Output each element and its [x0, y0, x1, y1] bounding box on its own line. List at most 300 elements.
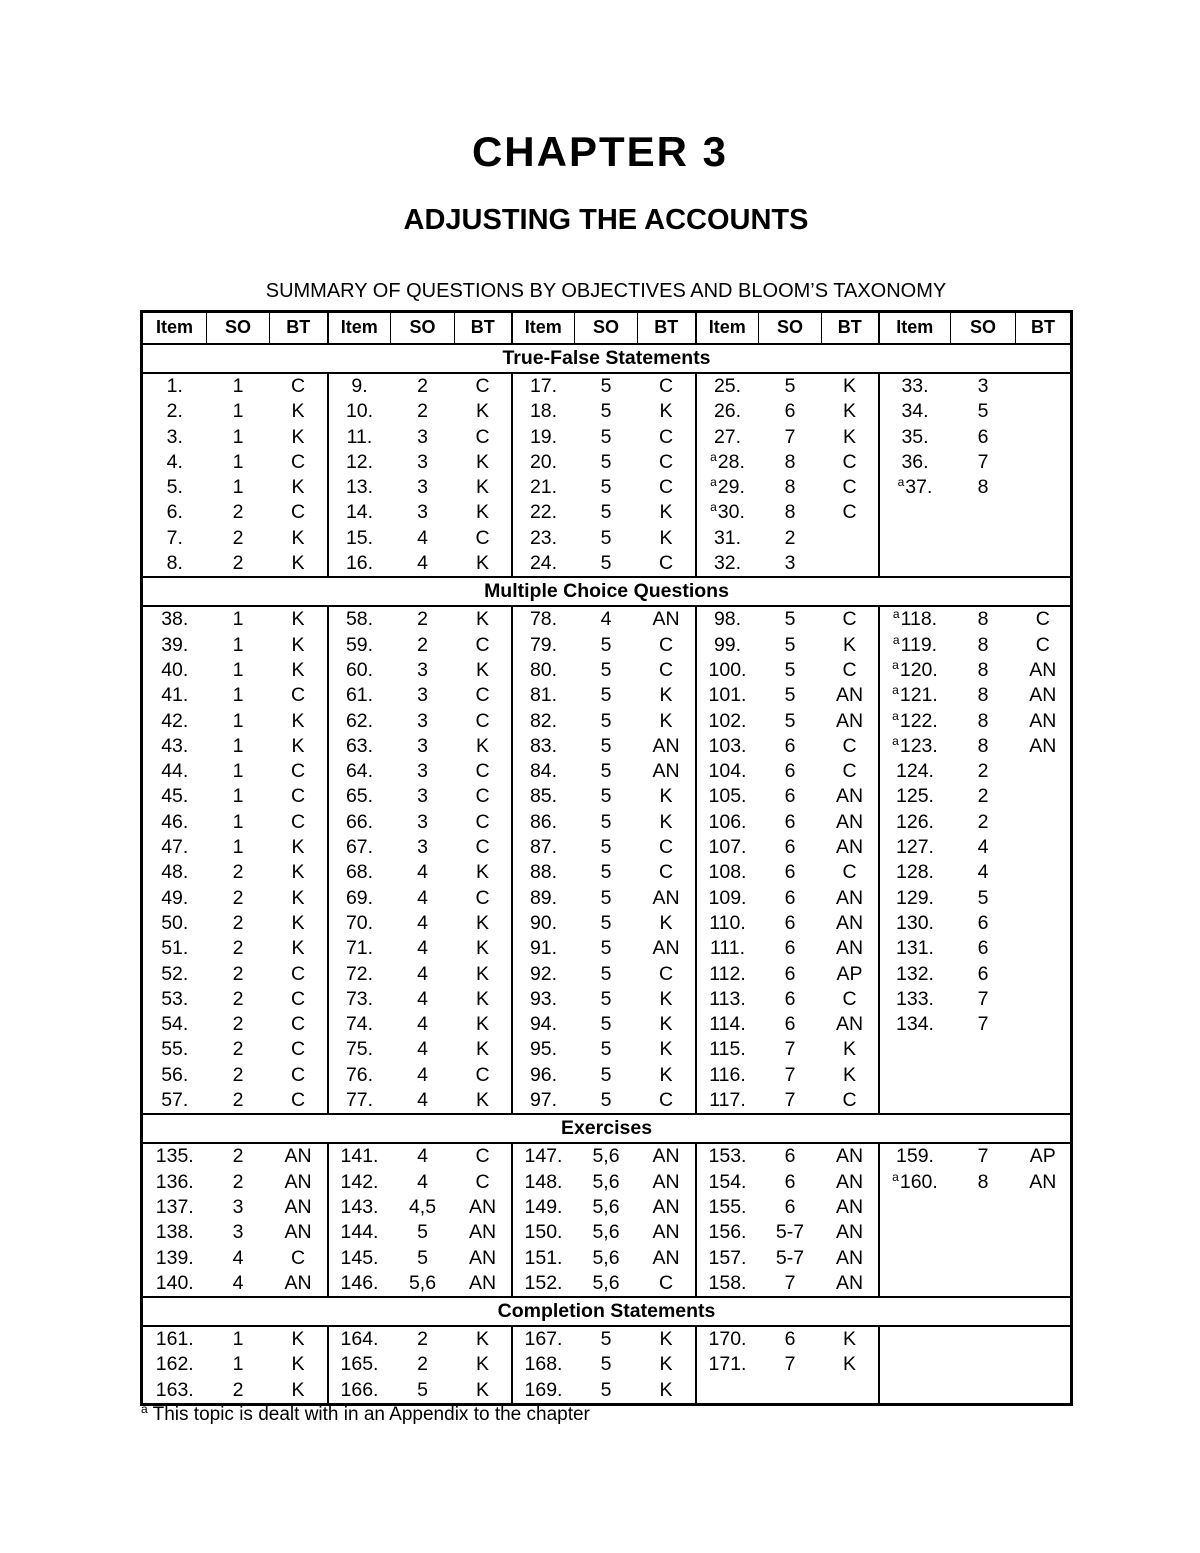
item-number: 100. [708, 658, 747, 681]
item-number: 110. [709, 911, 746, 934]
so-value: 7 [784, 425, 796, 448]
column-header-item: Item [328, 312, 391, 345]
bt-value: AN [822, 810, 879, 835]
item-number: 76. [345, 1063, 374, 1086]
bt-value [1016, 399, 1072, 424]
item-number: 126. [896, 810, 934, 833]
empty-cell [951, 551, 1016, 577]
bt-value: AN [455, 1271, 512, 1297]
item-number: 13. [345, 476, 374, 499]
so-value: 5 [600, 937, 612, 960]
so-value: 1 [232, 476, 244, 499]
so-value: 3 [232, 1195, 244, 1218]
table-row [142, 987, 1072, 1012]
bt-value [822, 551, 879, 577]
bt-value: K [822, 1352, 879, 1377]
bt-value: C [822, 450, 879, 475]
so-value: 3 [417, 836, 428, 859]
bt-value: K [270, 1378, 328, 1405]
bt-value: C [455, 810, 512, 835]
summary-heading: SUMMARY OF QUESTIONS BY OBJECTIVES AND BLOOM’S TAXONOMY [265, 280, 947, 302]
so-value: 4 [600, 608, 612, 631]
bt-value: C [270, 450, 328, 475]
bt-value: K [270, 860, 328, 885]
empty-cell [1016, 500, 1072, 525]
item-number [879, 633, 951, 658]
item-number: 8. [166, 552, 183, 575]
bt-value: AN [822, 835, 879, 860]
so-value: 8 [977, 633, 989, 656]
so-value: 1 [232, 734, 244, 757]
empty-cell [879, 1037, 951, 1062]
item-number: 33. [901, 375, 929, 397]
bt-value: C [455, 373, 512, 399]
so-value: 6 [784, 836, 796, 859]
bt-value [1016, 425, 1072, 450]
item-number: 85. [529, 785, 558, 808]
bt-value: C [455, 784, 512, 809]
bt-value: K [455, 1088, 512, 1114]
so-value: 4 [417, 1145, 428, 1168]
so-value: 3 [417, 501, 428, 524]
bt-value: K [638, 1037, 696, 1062]
item-number: 156. [708, 1221, 747, 1244]
table-row [142, 1088, 1072, 1114]
item-number: 107. [708, 836, 747, 859]
so-value: 3 [784, 552, 796, 575]
so-value: 4 [417, 1038, 428, 1061]
item-number: 68. [345, 861, 374, 884]
so-value: 5-7 [775, 1246, 805, 1269]
item-number: 166. [340, 1378, 379, 1401]
so-value: 5 [600, 785, 612, 808]
item-number: 10. [345, 400, 374, 423]
bt-value: K [270, 835, 328, 860]
item-number: 38. [161, 608, 189, 631]
bt-value [1016, 810, 1072, 835]
so-value: 2 [232, 987, 244, 1010]
item-number: 127. [896, 836, 934, 859]
so-value: 8 [977, 709, 989, 732]
bt-value: C [822, 475, 879, 500]
bt-value: AN [1029, 658, 1057, 681]
section-title: Completion Statements [142, 1297, 1072, 1326]
item-number-text: 123. [899, 734, 938, 757]
so-value: 6 [784, 785, 796, 808]
bt-value: C [638, 425, 696, 450]
item-number: 55. [161, 1038, 189, 1061]
bt-value: AN [822, 1170, 879, 1195]
bt-value: K [822, 633, 879, 658]
bt-value: K [638, 1326, 696, 1352]
so-value: 5 [600, 400, 612, 423]
table-row [142, 373, 1072, 399]
item-number-text: 119. [900, 633, 938, 656]
appendix-marker: a [710, 500, 717, 515]
bt-value: AN [638, 734, 696, 759]
bt-value: K [638, 526, 696, 551]
so-value: 5 [600, 1089, 612, 1112]
item-number: 4. [166, 450, 183, 473]
so-value: 1 [232, 1328, 244, 1351]
bt-value: AN [822, 1195, 879, 1220]
so-value: 7 [977, 987, 989, 1010]
bt-value: AP [1029, 1145, 1056, 1168]
so-value: 4 [417, 552, 428, 575]
so-value: 5 [600, 886, 612, 909]
so-value: 5 [784, 709, 796, 732]
bt-value: C [638, 450, 696, 475]
so-value: 1 [232, 450, 244, 473]
item-number: 66. [345, 810, 374, 833]
column-header-bt: BT [822, 312, 879, 345]
bt-value: K [455, 860, 512, 885]
item-number-text: 118. [900, 608, 938, 631]
item-number: 108. [708, 861, 747, 884]
bt-value: AN [455, 1220, 512, 1245]
appendix-marker: a [892, 708, 899, 723]
item-number: 26. [713, 400, 742, 423]
so-value: 6 [784, 886, 796, 909]
empty-cell [1016, 526, 1072, 551]
item-number: 124. [896, 760, 934, 783]
so-value: 5,6 [592, 1271, 620, 1294]
bt-value [1016, 373, 1072, 399]
table-row [142, 1271, 1072, 1297]
so-value: 2 [417, 400, 428, 423]
item-number: 138. [155, 1221, 194, 1244]
bt-value: C [1035, 633, 1050, 656]
item-number: 31. [713, 526, 742, 549]
so-value: 5 [600, 734, 612, 757]
item-number: 34. [901, 400, 929, 423]
bt-value: K [638, 1352, 696, 1377]
so-value: 4 [417, 1170, 428, 1193]
bt-value: C [455, 633, 512, 658]
table-row [142, 399, 1072, 424]
empty-cell [1016, 1352, 1072, 1377]
so-value: 2 [232, 526, 244, 549]
so-value: 4 [417, 962, 428, 985]
item-number: 59. [345, 633, 374, 656]
item-number: 47. [161, 836, 189, 859]
empty-cell [951, 1326, 1016, 1352]
item-number [879, 475, 951, 500]
item-number: 2. [166, 400, 183, 423]
item-number: 112. [709, 962, 746, 985]
so-value: 1 [232, 810, 244, 833]
empty-cell [759, 1378, 822, 1405]
so-value: 3 [417, 785, 428, 808]
so-value: 5-7 [775, 1221, 805, 1244]
so-value: 5 [784, 633, 796, 656]
table-row [142, 1352, 1072, 1377]
so-value: 8 [977, 658, 989, 681]
bt-value: C [1035, 608, 1050, 631]
so-value: 4 [232, 1246, 244, 1269]
section-row [142, 1297, 1072, 1326]
item-number-text: 30. [717, 501, 745, 524]
item-number: 153. [708, 1145, 747, 1168]
item-number: 40. [161, 658, 189, 681]
bt-value: AN [638, 759, 696, 784]
so-value: 5 [600, 911, 612, 934]
bt-value: C [638, 835, 696, 860]
item-number-text: 29. [717, 476, 745, 499]
bt-value: AN [1029, 1170, 1057, 1193]
item-number: 102. [708, 709, 747, 732]
empty-cell [879, 551, 951, 577]
bt-value: K [270, 936, 328, 961]
bt-value: AN [1029, 709, 1057, 732]
bt-value: AN [822, 936, 879, 961]
item-number: 129. [896, 886, 934, 909]
column-header-item: Item [879, 312, 951, 345]
bt-value: K [638, 1063, 696, 1088]
item-number: 92. [529, 962, 558, 985]
item-number: 18. [529, 400, 558, 423]
bt-value: C [822, 860, 879, 885]
bt-value: AN [822, 1246, 879, 1271]
bt-value: K [455, 911, 512, 936]
table-row [142, 475, 1072, 500]
item-number: 147. [524, 1145, 563, 1168]
bt-value: AN [270, 1143, 328, 1169]
empty-cell [879, 1246, 951, 1271]
bt-value: AN [638, 1220, 696, 1245]
taxonomy-table [140, 310, 1073, 1406]
item-number: 151. [524, 1246, 563, 1269]
empty-cell [879, 1088, 951, 1114]
item-number: 95. [529, 1038, 558, 1061]
bt-value: C [455, 835, 512, 860]
empty-cell [951, 1037, 1016, 1062]
item-number: 62. [345, 709, 374, 732]
bt-value: AN [638, 936, 696, 961]
item-number: 70. [345, 911, 374, 934]
section-row [142, 577, 1072, 606]
column-header-so: SO [391, 312, 455, 345]
appendix-marker: a [897, 475, 905, 490]
column-header-so: SO [207, 312, 270, 345]
so-value: 7 [784, 1271, 796, 1294]
item-number: 20. [529, 450, 558, 473]
item-number: 90. [529, 911, 558, 934]
item-number [696, 500, 759, 525]
item-number: 128. [896, 861, 934, 884]
bt-value: C [822, 734, 879, 759]
bt-value: K [455, 606, 512, 632]
so-value: 5,6 [592, 1195, 620, 1218]
item-number: 63. [345, 734, 374, 757]
bt-value: K [638, 399, 696, 424]
so-value: 5 [600, 987, 612, 1010]
so-value: 4 [417, 886, 428, 909]
empty-cell [879, 500, 951, 525]
bt-value: K [638, 987, 696, 1012]
bt-value: C [455, 425, 512, 450]
so-value: 6 [977, 911, 989, 934]
so-value: 4 [977, 836, 989, 859]
bt-value: C [638, 860, 696, 885]
bt-value: AN [822, 886, 879, 911]
table-row [142, 709, 1072, 734]
so-value: 5 [600, 836, 612, 859]
bt-value: C [455, 886, 512, 911]
so-value: 1 [232, 684, 244, 707]
bt-value: K [455, 1326, 512, 1352]
bt-value: K [270, 734, 328, 759]
bt-value: K [270, 886, 328, 911]
so-value: 5,6 [592, 1221, 620, 1244]
table-row [142, 633, 1072, 658]
empty-cell [879, 1063, 951, 1088]
item-number: 89. [529, 886, 558, 909]
so-value: 1 [232, 785, 244, 808]
so-value: 2 [232, 911, 244, 934]
item-number: 58. [345, 608, 374, 631]
item-number: 25. [713, 375, 742, 397]
item-number: 45. [161, 785, 189, 808]
so-value: 3 [977, 375, 989, 397]
appendix-marker: a [892, 632, 900, 647]
appendix-marker: a [892, 1169, 899, 1184]
item-number: 131. [896, 937, 934, 960]
bt-value [1016, 911, 1072, 936]
column-header-bt: BT [455, 312, 512, 345]
bt-value: C [638, 658, 696, 683]
item-number: 113. [709, 987, 746, 1010]
table-row [142, 962, 1072, 987]
item-number [879, 606, 951, 632]
chapter-subtitle: ADJUSTING THE ACCOUNTS [403, 204, 809, 236]
so-value: 5 [600, 476, 612, 499]
column-header-item: Item [142, 312, 207, 345]
bt-value: K [270, 709, 328, 734]
so-value: 2 [232, 1170, 244, 1193]
item-number: 168. [524, 1353, 563, 1376]
bt-value: K [270, 633, 328, 658]
so-value: 6 [784, 1013, 796, 1036]
bt-value: K [638, 709, 696, 734]
bt-value: C [455, 1143, 512, 1169]
table-header [142, 312, 1072, 345]
bt-value: K [822, 1326, 879, 1352]
item-number: 159. [896, 1145, 934, 1168]
item-number [879, 1170, 951, 1195]
bt-value: K [270, 551, 328, 577]
empty-cell [879, 1326, 951, 1352]
item-number: 158. [708, 1271, 747, 1294]
item-number: 51. [161, 937, 189, 960]
so-value: 2 [232, 1038, 244, 1061]
bt-value: C [638, 475, 696, 500]
so-value: 5 [600, 1038, 612, 1061]
item-number: 7. [166, 526, 183, 549]
table-body [142, 344, 1072, 1404]
so-value: 3 [417, 810, 428, 833]
item-number: 15. [345, 526, 374, 549]
empty-cell [822, 1378, 879, 1405]
column-header-so: SO [575, 312, 638, 345]
header-row [142, 312, 1072, 345]
item-number: 139. [155, 1246, 194, 1269]
so-value: 5 [600, 1013, 612, 1036]
item-number: 133. [896, 987, 934, 1010]
appendix-marker: a [892, 683, 899, 698]
column-header-item: Item [512, 312, 575, 345]
bt-value: AN [638, 606, 696, 632]
bt-value: AN [822, 1271, 879, 1297]
item-number-text: 28. [717, 450, 745, 473]
chapter-title: CHAPTER 3 [471, 128, 729, 175]
item-number: 36. [901, 450, 929, 473]
so-value: 2 [232, 937, 244, 960]
so-value: 3 [417, 760, 428, 783]
bt-value: K [822, 373, 879, 399]
so-value: 2 [232, 1089, 244, 1112]
so-value: 1 [232, 836, 244, 859]
so-value: 1 [232, 400, 244, 423]
item-number: 144. [340, 1221, 379, 1244]
so-value: 8 [977, 684, 989, 707]
item-number: 35. [901, 425, 929, 448]
item-number: 101. [708, 684, 747, 707]
item-number: 163. [155, 1378, 194, 1401]
appendix-marker: a [892, 657, 899, 672]
item-number-text: 160. [899, 1170, 938, 1193]
item-number [879, 734, 951, 759]
item-number: 56. [161, 1063, 189, 1086]
so-value: 5 [784, 375, 796, 397]
so-value: 2 [417, 1328, 428, 1351]
bt-value: C [638, 1271, 696, 1297]
item-number: 53. [161, 987, 189, 1010]
bt-value [1016, 784, 1072, 809]
item-number: 86. [529, 810, 558, 833]
so-value: 8 [784, 476, 796, 499]
so-value: 6 [784, 962, 796, 985]
table-row [142, 1195, 1072, 1220]
so-value: 5 [977, 886, 989, 909]
bt-value [822, 526, 879, 551]
table-row [142, 551, 1072, 577]
so-value: 7 [977, 1013, 989, 1036]
empty-cell [1016, 1326, 1072, 1352]
section-title: Exercises [142, 1114, 1072, 1143]
so-value: 1 [232, 375, 244, 397]
bt-value: K [455, 475, 512, 500]
so-value: 3 [417, 709, 428, 732]
so-value: 2 [417, 608, 428, 631]
bt-value: K [638, 683, 696, 708]
bt-value: C [270, 1063, 328, 1088]
bt-value: K [638, 1012, 696, 1037]
item-number: 84. [529, 760, 558, 783]
so-value: 5 [600, 501, 612, 524]
appendix-marker: a [710, 449, 717, 464]
bt-value: C [638, 962, 696, 987]
table-row [142, 936, 1072, 961]
so-value: 7 [784, 1353, 796, 1376]
item-number: 81. [529, 684, 558, 707]
item-number: 82. [529, 709, 558, 732]
so-value: 2 [232, 1013, 244, 1036]
so-value: 2 [232, 1378, 244, 1401]
table-row [142, 911, 1072, 936]
bt-value: C [455, 1063, 512, 1088]
so-value: 8 [977, 734, 989, 757]
